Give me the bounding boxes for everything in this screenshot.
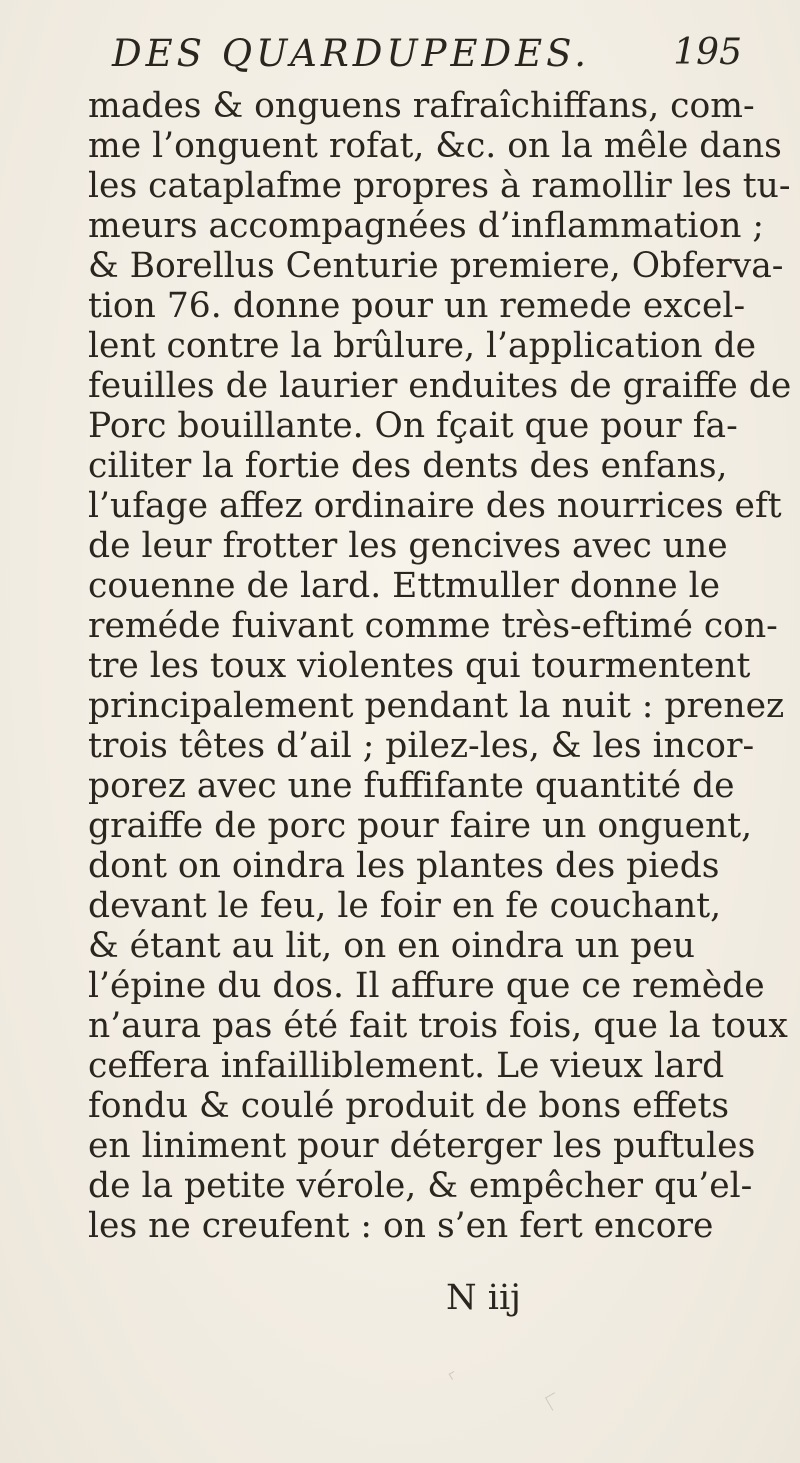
text-line: de la petite vérole, & empêcher qu’el- bbox=[88, 1166, 753, 1206]
text-line: en liniment pour déterger les puftules bbox=[88, 1126, 756, 1166]
text-line: & Borellus Centurie premiere, Obferva- bbox=[88, 246, 784, 286]
text-line: l’ufage affez ordinaire des nourrices eft bbox=[88, 486, 782, 526]
text-line: fondu & coulé produit de bons effets bbox=[88, 1086, 730, 1126]
text-line: meurs accompagnées d’inflammation ; bbox=[88, 206, 765, 246]
text-line: trois têtes d’ail ; pilez-les, & les incor- bbox=[88, 726, 755, 766]
text-line: ciliter la fortie des dents des enfans, bbox=[88, 446, 728, 486]
running-head: DES QUARDUPEDES. bbox=[112, 32, 590, 75]
text-line: les ne creufent : on s’en fert encore bbox=[88, 1206, 714, 1246]
text-line: graiffe de porc pour faire un onguent, bbox=[88, 806, 753, 846]
text-line: Porc bouillante. On fçait que pour fa- bbox=[88, 406, 738, 446]
text-line: l’épine du dos. Il affure que ce remède bbox=[88, 966, 765, 1006]
paper-speck bbox=[545, 1392, 562, 1410]
body-text bbox=[88, 86, 792, 1246]
text-line: tion 76. donne pour un remede excel- bbox=[88, 286, 746, 326]
text-line: dont on oindra les plantes des pieds bbox=[88, 846, 720, 886]
text-line: reméde fuivant comme très-eftimé con- bbox=[88, 606, 778, 646]
text-line: n’aura pas été fait trois fois, que la toux bbox=[88, 1006, 788, 1046]
page-number: 195 bbox=[673, 32, 742, 73]
text-line: mades & onguens rafraîchiffans, com- bbox=[88, 86, 755, 126]
text-line: & étant au lit, on en oindra un peu bbox=[88, 926, 696, 966]
page-header bbox=[112, 32, 762, 82]
text-line: les cataplafme propres à ramollir les tu- bbox=[88, 166, 791, 206]
text-line: porez avec une fuffifante quantité de bbox=[88, 766, 735, 806]
text-line: couenne de lard. Ettmuller donne le bbox=[88, 566, 721, 606]
text-line: feuilles de laurier enduites de graiffe de bbox=[88, 366, 792, 406]
text-line: lent contre la brûlure, l’application de bbox=[88, 326, 757, 366]
text-line: ceffera infailliblement. Le vieux lard bbox=[88, 1046, 725, 1086]
text-line: principalement pendant la nuit : prenez bbox=[88, 686, 785, 726]
text-line: de leur frotter les gencives avec une bbox=[88, 526, 728, 566]
text-line: tre les toux violentes qui tourmentent bbox=[88, 646, 751, 686]
text-line: devant le feu, le foir en fe couchant, bbox=[88, 886, 722, 926]
signature-mark: N iij bbox=[446, 1278, 521, 1318]
text-line: me l’onguent rofat, &c. on la mêle dans bbox=[88, 126, 782, 166]
paper-speck bbox=[449, 1371, 458, 1380]
